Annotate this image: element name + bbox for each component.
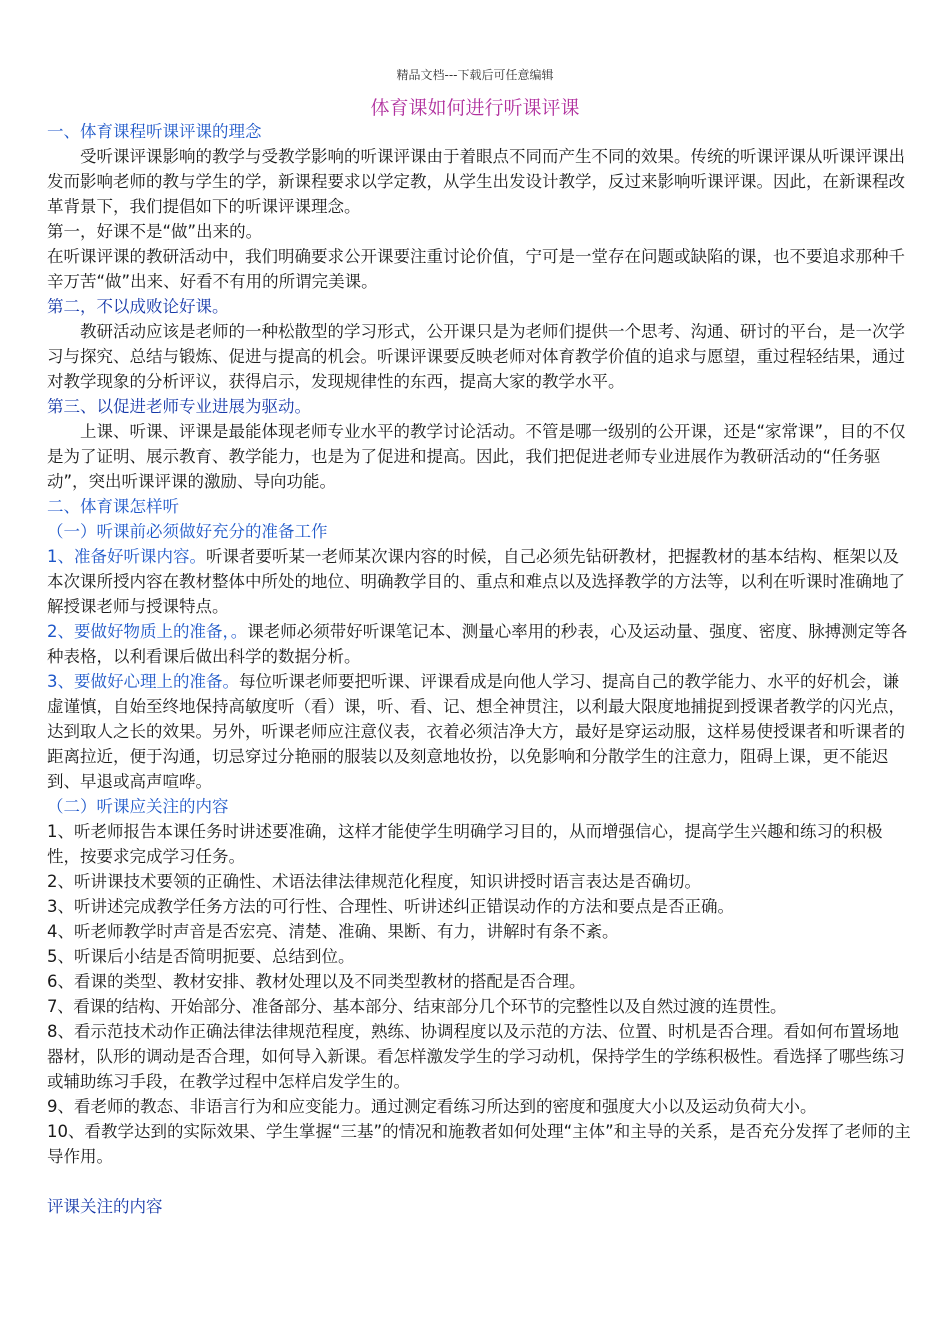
prep-item-2-title: 2、要做好物质上的准备，。 bbox=[47, 622, 248, 641]
section-2-heading: 二、体育课怎样听 bbox=[47, 497, 179, 516]
prep-item-3-body: 每位听课老师要把听课、评课看成是向他人学习、提高自己的教学能力、水平的好机会，谦虚谨慎，自始至终地保持高敏度听（看）课，听、看、记、想全神贯注，以利最大限度地捕捉到授课者教学的闪光点，达到取人之长的效果。另外，听课老师应注意仪表，衣着必须洁净大方，最好是穿运动服，这样易使授课者和听课者的距离拉近，便于沟通，切忌穿过分艳丽的服装以及刻意地妆扮，以免影响和分散学生的注意力，阻碍上课，更不能迟到、早退或高声喧哗。 bbox=[47, 672, 905, 791]
prep-item-2 bbox=[47, 619, 913, 669]
spacer bbox=[47, 1169, 913, 1194]
focus-point: 4、听老师教学时声音是否宏亮、清楚、准确、果断、有力，讲解时有条不紊。 bbox=[47, 922, 619, 941]
document-body bbox=[47, 119, 913, 1219]
focus-point: 3、听讲述完成教学任务方法的可行性、合理性、听讲述纠正错误动作的方法和要点是否正确。 bbox=[47, 897, 734, 916]
focus-point: 8、看示范技术动作正确法律法律规范程度，熟练、协调程度以及示范的方法、位置、时机是否合理。看如何布置场地器材，队形的调动是否合理，如何导入新课。看怎样激发学生的学习动机，保持学生的学练积极性。看选择了哪些练习或辅助练习手段，在教学过程中怎样启发学生的。 bbox=[47, 1022, 905, 1091]
principle-1-body: 在听课评课的教研活动中，我们明确要求公开课要注重讨论价值，宁可是一堂存在问题或缺陷的课，也不要追求那种千辛万苦“做”出来、好看不有用的所谓完美课。 bbox=[47, 247, 905, 291]
principle-2-title: 第二，不以成败论好课。 bbox=[47, 297, 229, 316]
focus-point: 2、听讲课技术要领的正确性、术语法律法律规范化程度，知识讲授时语言表达是否确切。 bbox=[47, 872, 701, 891]
section-3-heading: 评课关注的内容 bbox=[47, 1197, 163, 1216]
focus-point: 5、听课后小结是否简明扼要、总结到位。 bbox=[47, 947, 355, 966]
prep-item-3-title: 3、要做好心理上的准备。 bbox=[47, 672, 239, 691]
prep-item-1 bbox=[47, 544, 913, 619]
focus-point: 1、听老师报告本课任务时讲述要准确，这样才能使学生明确学习目的，从而增强信心，提高学生兴趣和练习的积极性，按要求完成学习任务。 bbox=[47, 822, 883, 866]
section-1-heading: 一、体育课程听课评课的理念 bbox=[47, 122, 262, 141]
section-2-sub-2: （二）听课应关注的内容 bbox=[47, 797, 229, 816]
prep-item-3 bbox=[47, 669, 913, 794]
focus-point: 9、看老师的教态、非语言行为和应变能力。通过测定看练习所达到的密度和强度大小以及运动负荷大小。 bbox=[47, 1097, 817, 1116]
focus-point: 6、看课的类型、教材安排、教材处理以及不同类型教材的搭配是否合理。 bbox=[47, 972, 586, 991]
section-2-sub-1: （一）听课前必须做好充分的准备工作 bbox=[47, 522, 328, 541]
document-title: 体育课如何进行听课评课 bbox=[370, 97, 580, 119]
section-1-intro: 受听课评课影响的教学与受教学影响的听课评课由于着眼点不同而产生不同的效果。传统的听课评课从听课评课出发而影响老师的教与学生的学，新课程要求以学定教，从学生出发设计教学，反过来影响听课评课。因此，在新课程改革背景下，我们提倡如下的听课评课理念。 bbox=[47, 147, 905, 216]
principle-3-title: 第三、以促进老师专业进展为驱动。 bbox=[47, 397, 311, 416]
prep-item-1-title: 1、准备好听课内容。 bbox=[47, 547, 206, 566]
prep-item-2-body: 课老师必须带好听课笔记本、测量心率用的秒表，心及运动量、强度、密度、脉搏测定等各种表格，以利看课后做出科学的数据分析。 bbox=[47, 622, 908, 666]
focus-point: 10、看教学达到的实际效果、学生掌握“三基”的情况和施教者如何处理“主体”和主导的关系，是否充分发挥了老师的主导作用。 bbox=[47, 1122, 911, 1166]
principle-3-body: 上课、听课、评课是最能体现老师专业水平的教学讨论活动。不管是哪一级别的公开课，还是“家常课”，目的不仅是为了证明、展示教育、教学能力，也是为了促进和提高。因此，我们把促进老师专业进展作为教研活动的“任务驱动”，突出听课评课的激励、导向功能。 bbox=[47, 422, 906, 491]
principle-2-body: 教研活动应该是老师的一种松散型的学习形式，公开课只是为老师们提供一个思考、沟通、研讨的平台，是一次学习与探究、总结与锻炼、促进与提高的机会。听课评课要反映老师对体育教学价值的追求与愿望，重过程轻结果，通过对教学现象的分析评议，获得启示，发现规律性的东西，提高大家的教学水平。 bbox=[47, 322, 905, 391]
prep-item-1-body: 听课者要听某一老师某次课内容的时候，自己必须先钻研教材，把握教材的基本结构、框架以及本次课所授内容在教材整体中所处的地位、明确教学目的、重点和难点以及选择教学的方法等，以利在听课时准确地了解授课老师与授课特点。 bbox=[47, 547, 905, 616]
principle-1-title: 第一，好课不是“做”出来的。 bbox=[47, 222, 263, 241]
header-watermark: 精品文档---下载后可任意编辑 bbox=[396, 68, 554, 82]
focus-point: 7、看课的结构、开始部分、准备部分、基本部分、结束部分几个环节的完整性以及自然过渡的连贯性。 bbox=[47, 997, 787, 1016]
